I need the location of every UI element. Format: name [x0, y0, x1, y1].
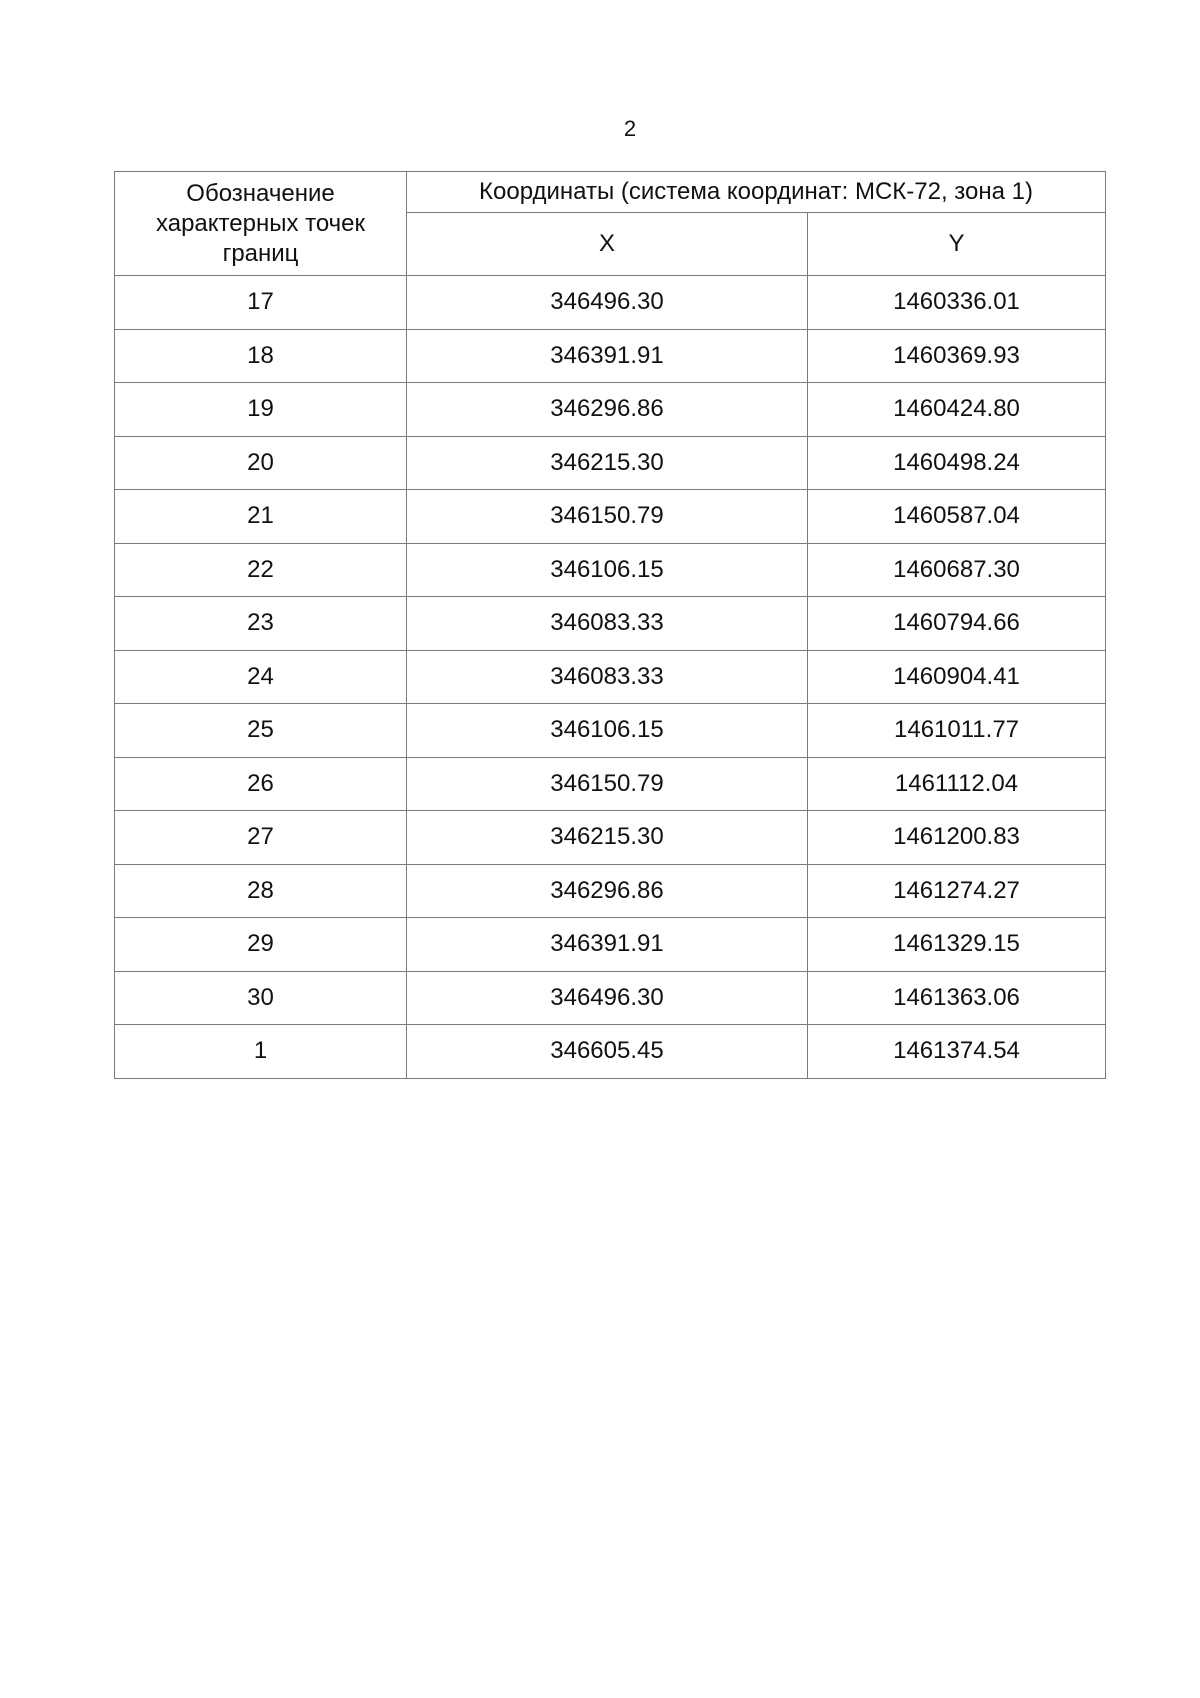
table-body [115, 276, 1106, 1079]
point-cell: 20 [115, 436, 407, 490]
point-cell: 17 [115, 276, 407, 330]
point-cell: 30 [115, 971, 407, 1025]
x-coordinate-cell: 346296.86 [407, 383, 808, 437]
x-coordinate-cell: 346215.30 [407, 436, 808, 490]
table-row [115, 918, 1106, 972]
y-coordinate-cell: 1460794.66 [808, 597, 1106, 651]
table-row [115, 704, 1106, 758]
point-cell: 26 [115, 757, 407, 811]
x-coordinate-cell: 346391.91 [407, 918, 808, 972]
point-cell: 23 [115, 597, 407, 651]
table-row [115, 490, 1106, 544]
x-coordinate-cell: 346605.45 [407, 1025, 808, 1079]
table-row [115, 329, 1106, 383]
table-row [115, 971, 1106, 1025]
y-coordinate-cell: 1460424.80 [808, 383, 1106, 437]
page-number: 2 [623, 116, 637, 141]
y-coordinate-cell: 1460336.01 [808, 276, 1106, 330]
y-coordinate-cell: 1461363.06 [808, 971, 1106, 1025]
y-coordinate-cell: 1461374.54 [808, 1025, 1106, 1079]
x-coordinate-cell: 346150.79 [407, 490, 808, 544]
y-coordinate-cell: 1460498.24 [808, 436, 1106, 490]
table-row [115, 543, 1106, 597]
x-coordinate-cell: 346150.79 [407, 757, 808, 811]
point-cell: 22 [115, 543, 407, 597]
y-coordinate-cell: 1460369.93 [808, 329, 1106, 383]
y-coordinate-cell: 1461274.27 [808, 864, 1106, 918]
x-coordinate-cell: 346496.30 [407, 971, 808, 1025]
table-row [115, 650, 1106, 704]
header-point-designation: Обозначение характерных точек границ [115, 172, 407, 276]
x-coordinate-cell: 346391.91 [407, 329, 808, 383]
header-x: X [407, 213, 808, 276]
point-cell: 27 [115, 811, 407, 865]
table-row [115, 811, 1106, 865]
table-row [115, 757, 1106, 811]
table-row [115, 436, 1106, 490]
y-coordinate-cell: 1461112.04 [808, 757, 1106, 811]
point-cell: 21 [115, 490, 407, 544]
point-cell: 28 [115, 864, 407, 918]
x-coordinate-cell: 346215.30 [407, 811, 808, 865]
x-coordinate-cell: 346083.33 [407, 597, 808, 651]
x-coordinate-cell: 346106.15 [407, 704, 808, 758]
coordinates-table [114, 171, 1106, 1079]
table-row [115, 276, 1106, 330]
y-coordinate-cell: 1460904.41 [808, 650, 1106, 704]
x-coordinate-cell: 346106.15 [407, 543, 808, 597]
point-cell: 18 [115, 329, 407, 383]
point-cell: 19 [115, 383, 407, 437]
y-coordinate-cell: 1461329.15 [808, 918, 1106, 972]
header-coordinates: Координаты (система координат: МСК-72, зона 1) [407, 172, 1106, 213]
y-coordinate-cell: 1460587.04 [808, 490, 1106, 544]
table-row [115, 1025, 1106, 1079]
table-row [115, 864, 1106, 918]
point-cell: 25 [115, 704, 407, 758]
table-row [115, 597, 1106, 651]
x-coordinate-cell: 346296.86 [407, 864, 808, 918]
y-coordinate-cell: 1461200.83 [808, 811, 1106, 865]
x-coordinate-cell: 346496.30 [407, 276, 808, 330]
point-cell: 29 [115, 918, 407, 972]
y-coordinate-cell: 1461011.77 [808, 704, 1106, 758]
x-coordinate-cell: 346083.33 [407, 650, 808, 704]
header-y: Y [808, 213, 1106, 276]
point-cell: 1 [115, 1025, 407, 1079]
point-cell: 24 [115, 650, 407, 704]
table-row [115, 383, 1106, 437]
y-coordinate-cell: 1460687.30 [808, 543, 1106, 597]
